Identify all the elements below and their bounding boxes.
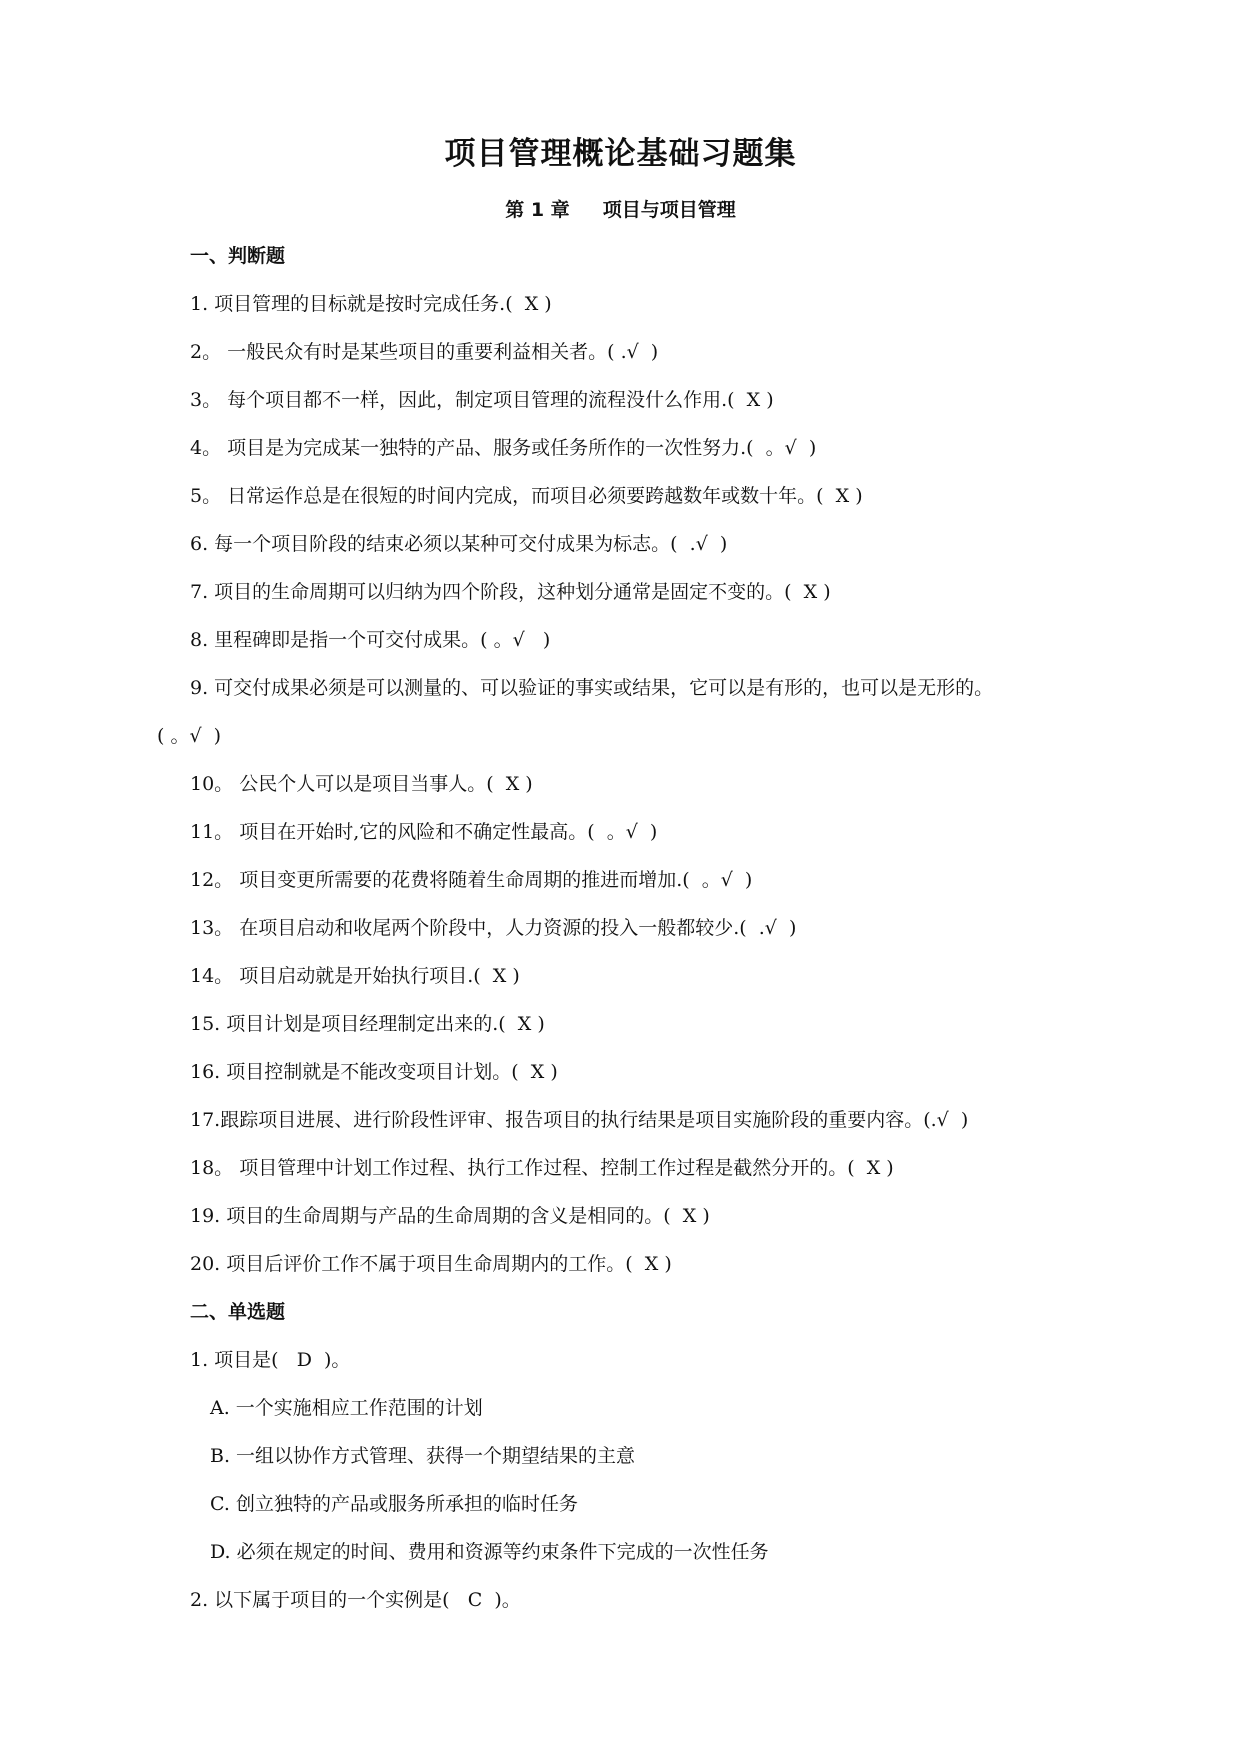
question-line: 7. 项目的生命周期可以归纳为四个阶段，这种划分通常是固定不变的。( X ) bbox=[190, 581, 831, 603]
question-line: 17.跟踪项目进展、进行阶段性评审、报告项目的执行结果是项目实施阶段的重要内容。(.√ ) bbox=[190, 1109, 969, 1131]
question-line: 14。 项目启动就是开始执行项目.( X ) bbox=[190, 965, 520, 987]
chapter-heading: 第 1 章 项目与项目管理 bbox=[505, 199, 736, 221]
question-line: 5。 日常运作总是在很短的时间内完成，而项目必须要跨越数年或数十年。( X ) bbox=[190, 485, 863, 507]
question-line: 20. 项目后评价工作不属于项目生命周期内的工作。( X ) bbox=[190, 1253, 672, 1275]
question-line: 2。 一般民众有时是某些项目的重要利益相关者。( .√ ) bbox=[190, 341, 659, 363]
question-line: 10。 公民个人可以是项目当事人。( X ) bbox=[190, 773, 533, 795]
answer-option-d: D. 必须在规定的时间、费用和资源等约束条件下完成的一次性任务 bbox=[210, 1541, 769, 1563]
question-line: 19. 项目的生命周期与产品的生命周期的含义是相同的。( X ) bbox=[190, 1205, 710, 1227]
question-line: 1. 项目是( D )。 bbox=[190, 1349, 351, 1371]
question-line: 18。 项目管理中计划工作过程、执行工作过程、控制工作过程是截然分开的。( X ) bbox=[190, 1157, 894, 1179]
section-heading-single-choice: 二、单选题 bbox=[190, 1301, 286, 1323]
question-line: 12。 项目变更所需要的花费将随着生命周期的推进而增加.( 。√ ) bbox=[190, 869, 753, 891]
question-line-continuation: ( 。√ ) bbox=[157, 725, 222, 747]
question-line: 16. 项目控制就是不能改变项目计划。( X ) bbox=[190, 1061, 558, 1083]
question-line: 8. 里程碑即是指一个可交付成果。( 。√ ) bbox=[190, 629, 551, 651]
answer-option-a: A. 一个实施相应工作范围的计划 bbox=[210, 1397, 483, 1419]
answer-option-b: B. 一组以协作方式管理、获得一个期望结果的主意 bbox=[210, 1445, 636, 1467]
question-line: 6. 每一个项目阶段的结束必须以某种可交付成果为标志。( .√ ) bbox=[190, 533, 728, 555]
question-line: 11。 项目在开始时,它的风险和不确定性最高。( 。√ ) bbox=[190, 821, 658, 843]
document-title: 项目管理概论基础习题集 bbox=[444, 136, 797, 172]
section-heading-true-false: 一、判断题 bbox=[190, 245, 286, 267]
question-line: 15. 项目计划是项目经理制定出来的.( X ) bbox=[190, 1013, 545, 1035]
question-line: 9. 可交付成果必须是可以测量的、可以验证的事实或结果，它可以是有形的，也可以是无形的。 bbox=[190, 677, 994, 699]
question-line: 13。 在项目启动和收尾两个阶段中，人力资源的投入一般都较少.( .√ ) bbox=[190, 917, 797, 939]
question-line: 4。 项目是为完成某一独特的产品、服务或任务所作的一次性努力.( 。√ ) bbox=[190, 437, 817, 459]
question-line: 1. 项目管理的目标就是按时完成任务.( X ) bbox=[190, 293, 552, 315]
question-line: 2. 以下属于项目的一个实例是( C )。 bbox=[190, 1589, 521, 1611]
answer-option-c: C. 创立独特的产品或服务所承担的临时任务 bbox=[210, 1493, 578, 1515]
question-line: 3。 每个项目都不一样，因此，制定项目管理的流程没什么作用.( X ) bbox=[190, 389, 774, 411]
